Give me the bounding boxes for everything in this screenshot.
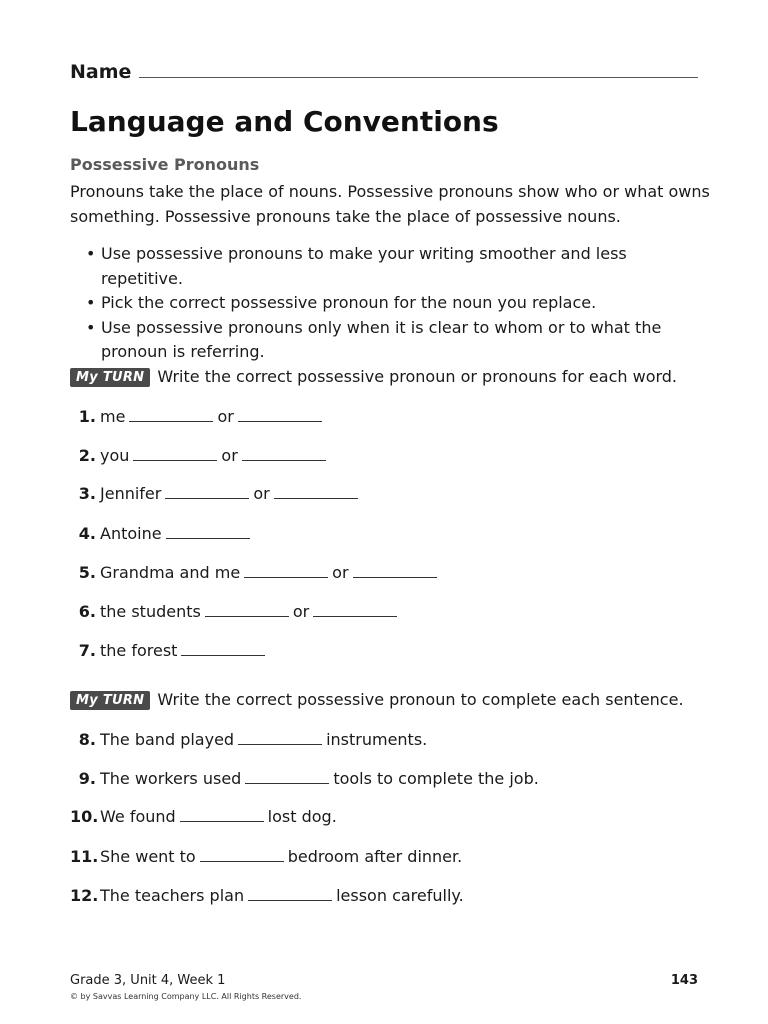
answer-blank[interactable]: [245, 782, 329, 784]
answer-blank[interactable]: [166, 537, 250, 539]
rule-item: • Use possessive pronouns to make your writing smoother and less repetitive.: [86, 244, 627, 288]
section2-instruction: Write the correct possessive pronoun to complete each sentence.: [157, 690, 684, 709]
answer-blank[interactable]: [238, 743, 322, 745]
sentence-item: 10. We found lost dog.: [70, 807, 337, 826]
exercise-item: 5. Grandma and me or: [70, 562, 690, 584]
answer-blank[interactable]: [181, 654, 265, 656]
answer-blank[interactable]: [180, 820, 264, 822]
rule-item: • Use possessive pronouns only when it is clear to whom or to what the pronoun is referring.: [86, 317, 662, 361]
exercise-item: 4. Antoine: [70, 523, 690, 545]
answer-blank[interactable]: [242, 459, 326, 461]
answer-blank[interactable]: [274, 497, 358, 499]
footer-grade-unit: Grade 3, Unit 4, Week 1: [70, 973, 226, 988]
answer-blank[interactable]: [238, 420, 322, 422]
page-number: 143: [670, 973, 698, 988]
exercise-item: 2. you or: [70, 445, 690, 467]
exercise-item: 1. me or: [70, 406, 690, 428]
my-turn-badge: My TURN: [70, 368, 150, 387]
name-label: Name: [70, 61, 132, 83]
section2-instruction-row: [70, 689, 684, 711]
rules-list: [70, 242, 710, 365]
section1-instruction: Write the correct possessive pronoun or pronouns for each word.: [157, 367, 678, 386]
name-row: [70, 58, 698, 82]
name-input-line[interactable]: [139, 76, 698, 78]
intro-paragraph: Pronouns take the place of nouns. Possessive pronouns show who or what owns something. Possessive pronouns take the place of possessive nouns.: [70, 182, 710, 226]
sentence-item: 12. The teachers plan lesson carefully.: [70, 886, 464, 905]
page-title: Language and Conventions: [70, 105, 499, 138]
answer-blank[interactable]: [205, 615, 289, 617]
exercise-item: 3. Jennifer or: [70, 483, 690, 505]
sentence-item: 11. She went to bedroom after dinner.: [70, 847, 463, 866]
footer-copyright: © by Savvas Learning Company LLC. All Rights Reserved.: [70, 992, 302, 1001]
my-turn-badge: My TURN: [70, 691, 150, 710]
answer-blank[interactable]: [248, 899, 332, 901]
section1-instruction-row: [70, 366, 677, 388]
answer-blank[interactable]: [200, 860, 284, 862]
answer-blank[interactable]: [353, 576, 437, 578]
section-subtitle: Possessive Pronouns: [70, 155, 260, 174]
answer-blank[interactable]: [244, 576, 328, 578]
answer-blank[interactable]: [133, 459, 217, 461]
sentence-item: 9. The workers used tools to complete the job.: [78, 769, 539, 788]
answer-blank[interactable]: [129, 420, 213, 422]
exercise-item: 6. the students or: [70, 601, 690, 623]
sentence-item: 8. The band played instruments.: [78, 730, 428, 749]
answer-blank[interactable]: [165, 497, 249, 499]
answer-blank[interactable]: [313, 615, 397, 617]
rule-item: • Pick the correct possessive pronoun for the noun you replace.: [86, 293, 597, 312]
exercise-item: 7. the forest: [70, 640, 690, 662]
